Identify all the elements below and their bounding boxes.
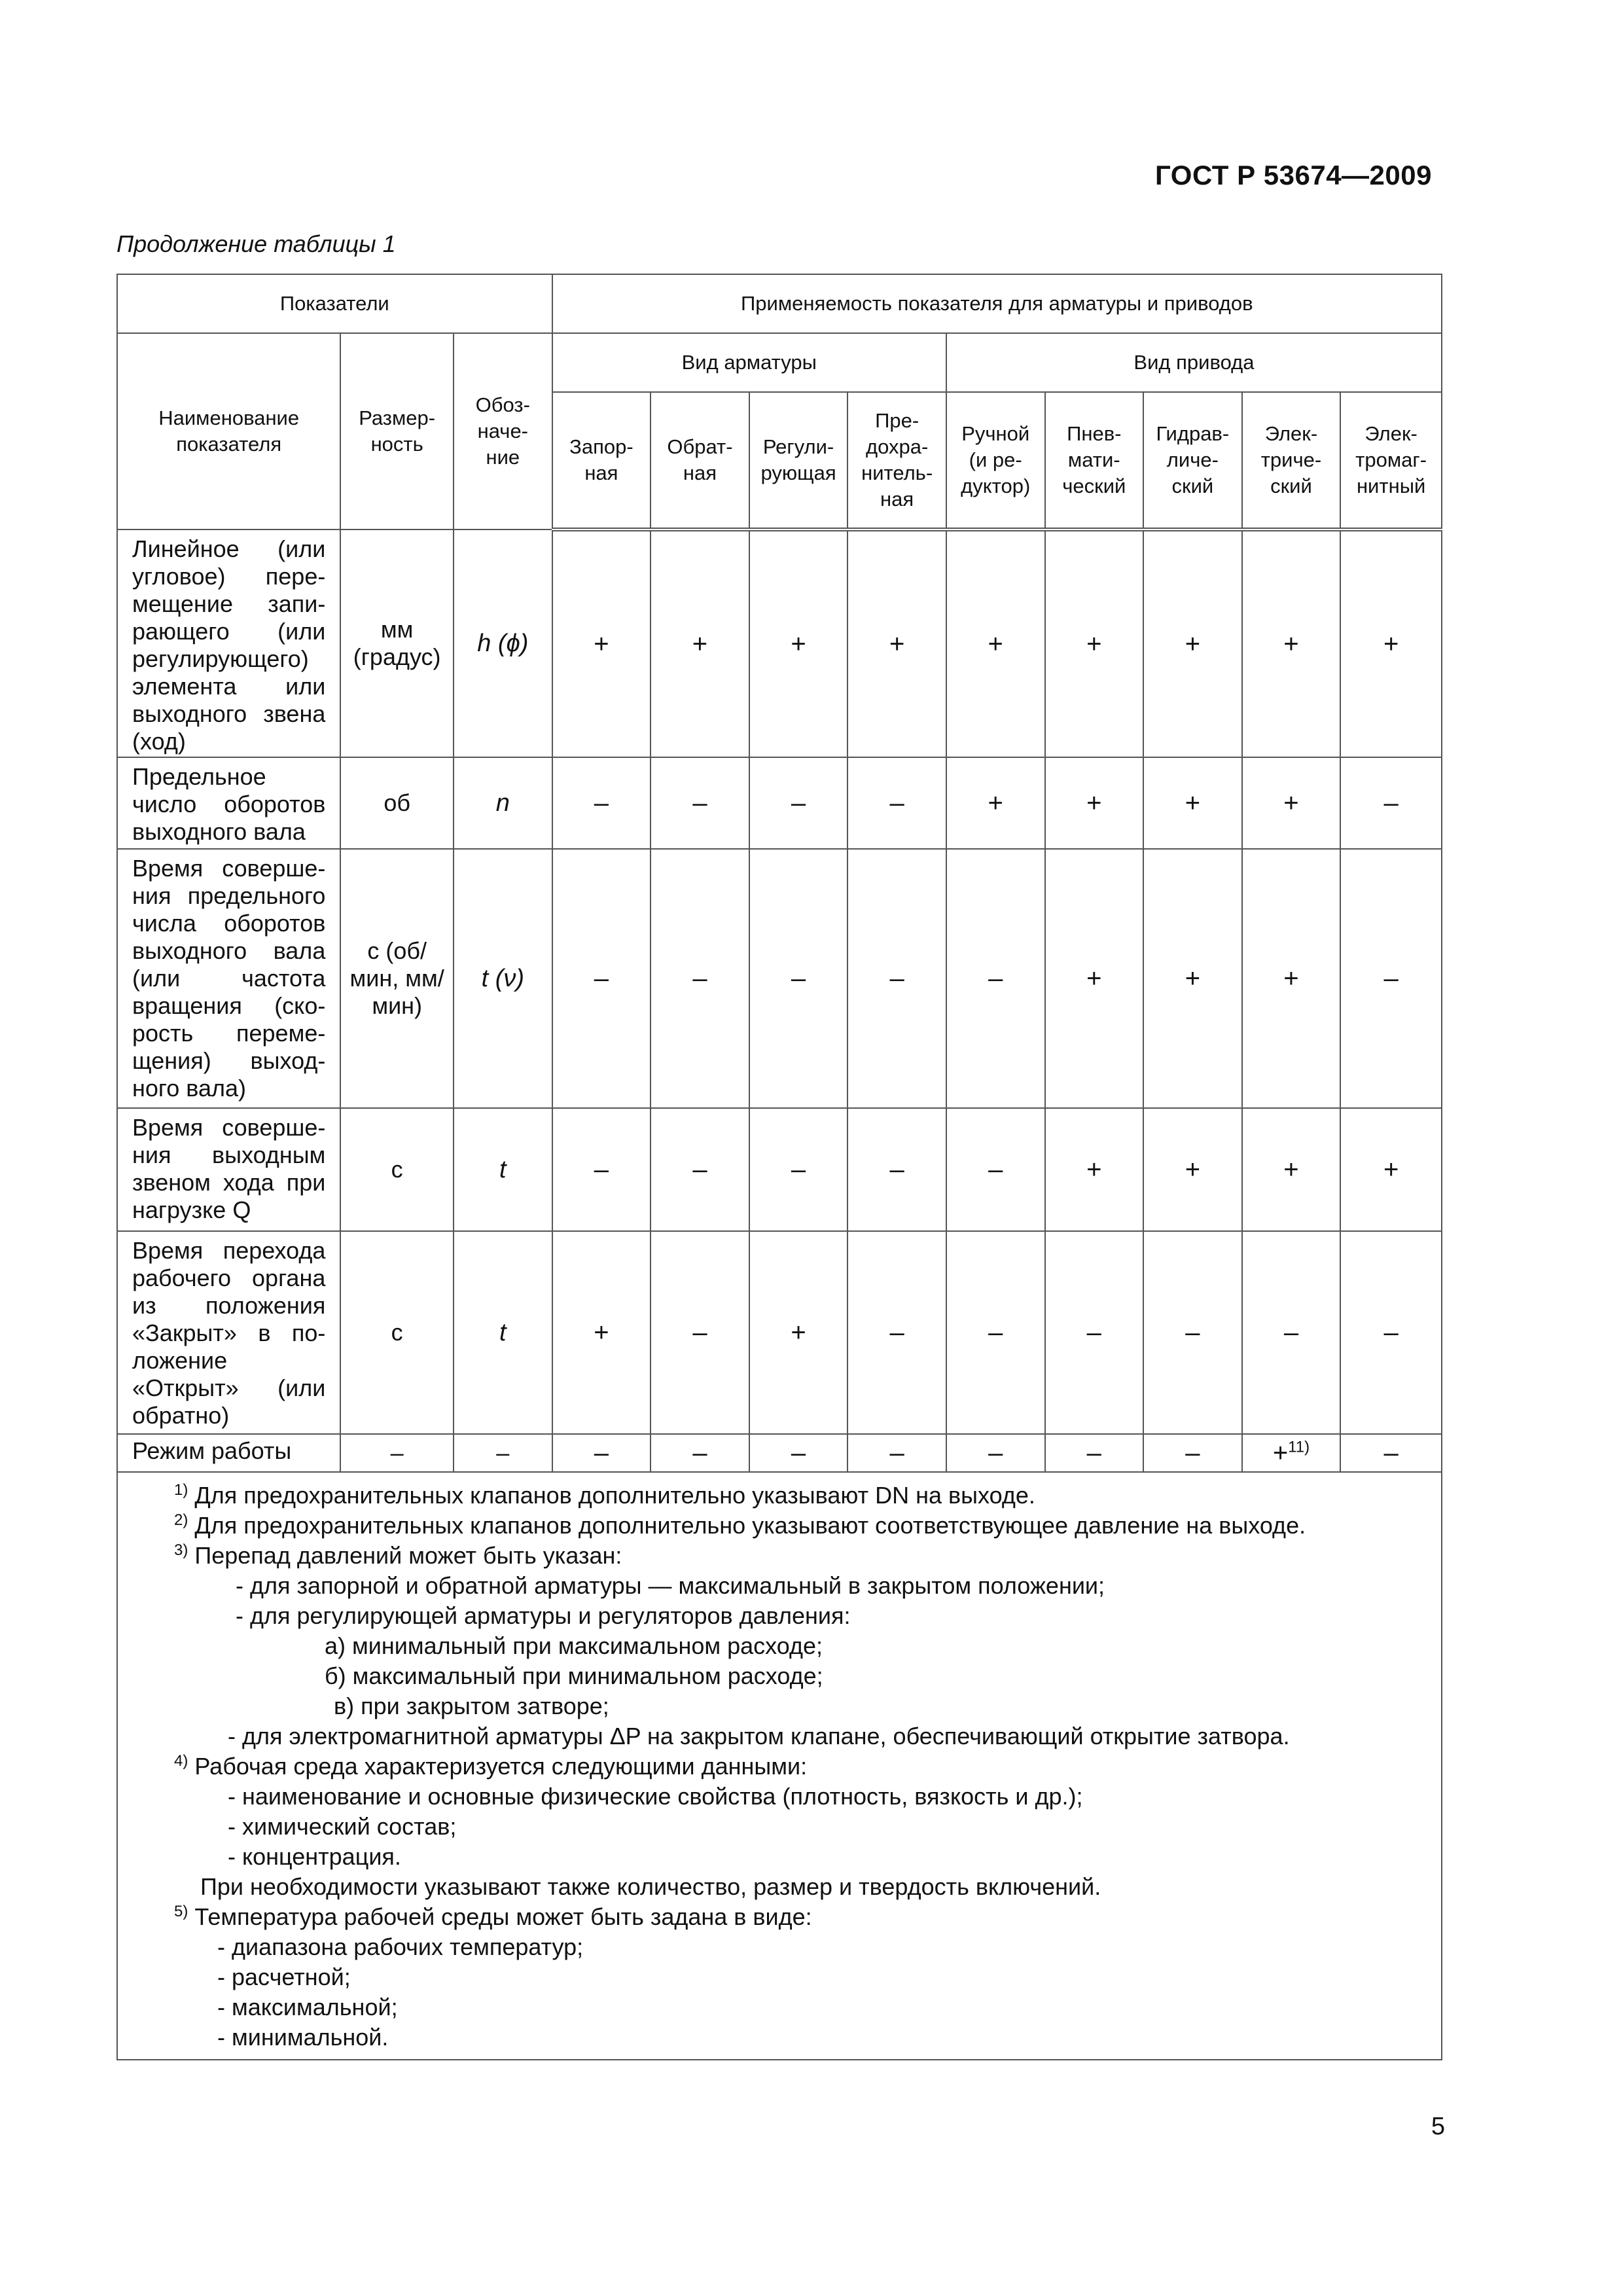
cell-pneumatic: – (1045, 1434, 1144, 1472)
footnote-text: Для предохранительных клапанов дополнительно указывают соответствующее давление на выходе. (194, 1512, 1306, 1539)
cell-electromagnetic: – (1340, 1231, 1442, 1434)
cell-electric: + (1242, 1108, 1341, 1231)
cell-electromagnetic: – (1340, 1434, 1442, 1472)
cell-safety: – (847, 1108, 946, 1231)
cell-manual: – (946, 1108, 1045, 1231)
row-dimension: с (340, 1108, 454, 1231)
cell-hydraulic: + (1143, 529, 1242, 757)
header-valve-type: Вид арматуры (552, 333, 946, 392)
row-symbol: t (454, 1108, 552, 1231)
row-symbol: t (ν) (454, 849, 552, 1108)
table-row (117, 529, 1442, 757)
col-electric-header: Элек-триче-ский (1242, 392, 1341, 529)
row-dimension: – (340, 1434, 454, 1472)
cell-manual: – (946, 1231, 1045, 1434)
footnote-text: Перепад давлений может быть указан: (194, 1542, 622, 1569)
cell-manual: + (946, 529, 1045, 757)
cell-control: + (749, 529, 848, 757)
cell-safety: – (847, 757, 946, 849)
col-dimension-header: Размер-ность (340, 333, 454, 529)
row-name: Режим работы (117, 1434, 340, 1472)
footnote-line: - наименование и основные физические свойства (плотность, вязкость и др.); (228, 1783, 1083, 1810)
footnote-2 (118, 1511, 1435, 1541)
cell-pneumatic: + (1045, 849, 1144, 1108)
cell-manual: – (946, 849, 1045, 1108)
cell-shutoff: – (552, 849, 651, 1108)
row-dimension: с (об/мин, мм/мин) (340, 849, 454, 1108)
cell-hydraulic: + (1143, 1108, 1242, 1231)
cell-electromagnetic: – (1340, 757, 1442, 849)
col-hydraulic-header: Гидрав-личе-ский (1143, 392, 1242, 529)
cell-electric (1242, 1434, 1341, 1472)
cell-safety: + (847, 529, 946, 757)
page-number: 5 (1431, 2113, 1445, 2140)
footnote-line: - минимальной. (217, 2024, 389, 2051)
col-manual-header: Ручной (и ре-дуктор) (946, 392, 1045, 529)
cell-check: – (651, 849, 749, 1108)
cell-hydraulic: + (1143, 757, 1242, 849)
cell-electric-value: + (1272, 1438, 1289, 1467)
cell-electromagnetic: – (1340, 849, 1442, 1108)
footnote-line: - расчетной; (217, 1964, 351, 1990)
cell-control: – (749, 757, 848, 849)
table-row (117, 1108, 1442, 1231)
cell-safety: – (847, 849, 946, 1108)
row-symbol: n (454, 757, 552, 849)
row-symbol: h (ϕ) (454, 529, 552, 757)
col-pneumatic-header: Пнев-мати-ческий (1045, 392, 1144, 529)
document-code: ГОСТ Р 53674—2009 (1155, 160, 1432, 190)
col-control-header: Регули-рующая (749, 392, 848, 529)
cell-check: – (651, 1231, 749, 1434)
cell-hydraulic: + (1143, 849, 1242, 1108)
applicability-table (116, 274, 1442, 2060)
cell-safety: – (847, 1434, 946, 1472)
cell-electric: – (1242, 1231, 1341, 1434)
footnote-line: - для запорной и обратной арматуры — максимальный в закрытом положении; (236, 1572, 1105, 1599)
footnote-line: - диапазона рабочих температур; (217, 1933, 584, 1960)
row-name: Время соверше-ния выходным звеном хода при нагрузке Q (117, 1108, 340, 1231)
row-dimension: с (340, 1231, 454, 1434)
cell-electromagnetic: + (1340, 529, 1442, 757)
table-row (117, 849, 1442, 1108)
footnote-1 (118, 1480, 1435, 1511)
cell-shutoff: – (552, 1108, 651, 1231)
footnote-text: Температура рабочей среды может быть задана в виде: (194, 1903, 812, 1930)
footnote-line: б) максимальный при минимальном расходе; (325, 1662, 823, 1689)
cell-control: + (749, 1231, 848, 1434)
cell-check: – (651, 757, 749, 849)
header-indicators: Показатели (117, 274, 552, 333)
col-safety-header: Пре-дохра-нитель-ная (847, 392, 946, 529)
col-electromagnetic-header: Элек-тромаг-нитный (1340, 392, 1442, 529)
cell-electromagnetic: + (1340, 1108, 1442, 1231)
footnote-3 (118, 1541, 1435, 1571)
cell-control: – (749, 849, 848, 1108)
table-row (117, 1231, 1442, 1434)
footnote-text: Для предохранительных клапанов дополнительно указывают DN на выходе. (194, 1482, 1035, 1509)
cell-electric: + (1242, 849, 1341, 1108)
cell-shutoff: + (552, 529, 651, 757)
col-symbol-header: Обоз-наче-ние (454, 333, 552, 529)
col-check-header: Обрат-ная (651, 392, 749, 529)
footnote-mark: 1) (174, 1481, 188, 1499)
footnote-mark: 4) (174, 1752, 188, 1770)
row-dimension: мм (градус) (340, 529, 454, 757)
footnote-line: в) при закрытом затворе; (334, 1693, 609, 1719)
cell-manual: – (946, 1434, 1045, 1472)
footnote-line: - для регулирующей арматуры и регуляторов давления: (236, 1602, 851, 1629)
row-symbol: t (454, 1231, 552, 1434)
row-name: Время соверше-ния предельного числа оборотов выходного вала (или частота вращения (ско-рость переме-щения) выход-ного вала) (117, 849, 340, 1108)
footnote-mark: 11) (1288, 1438, 1310, 1456)
header-applicability: Применяемость показателя для арматуры и приводов (552, 274, 1442, 333)
col-name-header: Наименование показателя (117, 333, 340, 529)
footnote-5 (118, 1902, 1435, 1932)
row-symbol: – (454, 1434, 552, 1472)
row-name: Линейное (или угловое) пере-мещение запи-рающего (или регулирующего) элемента или выходного звена (ход) (117, 529, 340, 757)
footnote-mark: 5) (174, 1903, 188, 1920)
cell-control: – (749, 1434, 848, 1472)
cell-hydraulic: – (1143, 1434, 1242, 1472)
cell-check: – (651, 1108, 749, 1231)
cell-electric: + (1242, 529, 1341, 757)
table-caption: Продолжение таблицы 1 (116, 230, 396, 257)
cell-electric: + (1242, 757, 1341, 849)
cell-shutoff: – (552, 1434, 651, 1472)
footnote-text: Рабочая среда характеризуется следующими данными: (194, 1753, 808, 1780)
footnote-mark: 2) (174, 1511, 188, 1529)
table-row (117, 757, 1442, 849)
cell-check: – (651, 1434, 749, 1472)
footnote-mark: 3) (174, 1541, 188, 1559)
cell-shutoff: – (552, 757, 651, 849)
footnote-line: - химический состав; (228, 1813, 457, 1840)
footnote-4 (118, 1751, 1435, 1782)
footnote-line: - концентрация. (228, 1843, 401, 1870)
cell-manual: + (946, 757, 1045, 849)
footnote-line: - максимальной; (217, 1994, 398, 2020)
row-name: Предельное число оборотов выходного вала (117, 757, 340, 849)
row-name: Время перехода рабочего органа из положения «Закрыт» в по-ложение «Открыт» (или обратно) (117, 1231, 340, 1434)
cell-hydraulic: – (1143, 1231, 1242, 1434)
notes-row (117, 1472, 1442, 2060)
cell-pneumatic: + (1045, 757, 1144, 849)
footnote-line: - для электромагнитной арматуры ΔP на закрытом клапане, обеспечивающий открытие затвора. (228, 1723, 1290, 1749)
cell-pneumatic: + (1045, 1108, 1144, 1231)
col-shutoff-header: Запор-ная (552, 392, 651, 529)
footnote-line: При необходимости указывают также количество, размер и твердость включений. (200, 1873, 1101, 1900)
footnotes (117, 1472, 1442, 2060)
cell-safety: – (847, 1231, 946, 1434)
header-drive-type: Вид привода (946, 333, 1442, 392)
cell-pneumatic: – (1045, 1231, 1144, 1434)
footnote-line: а) минимальный при максимальном расходе; (325, 1632, 823, 1659)
cell-control: – (749, 1108, 848, 1231)
cell-check: + (651, 529, 749, 757)
row-dimension: об (340, 757, 454, 849)
table-row (117, 1434, 1442, 1472)
cell-shutoff: + (552, 1231, 651, 1434)
cell-pneumatic: + (1045, 529, 1144, 757)
